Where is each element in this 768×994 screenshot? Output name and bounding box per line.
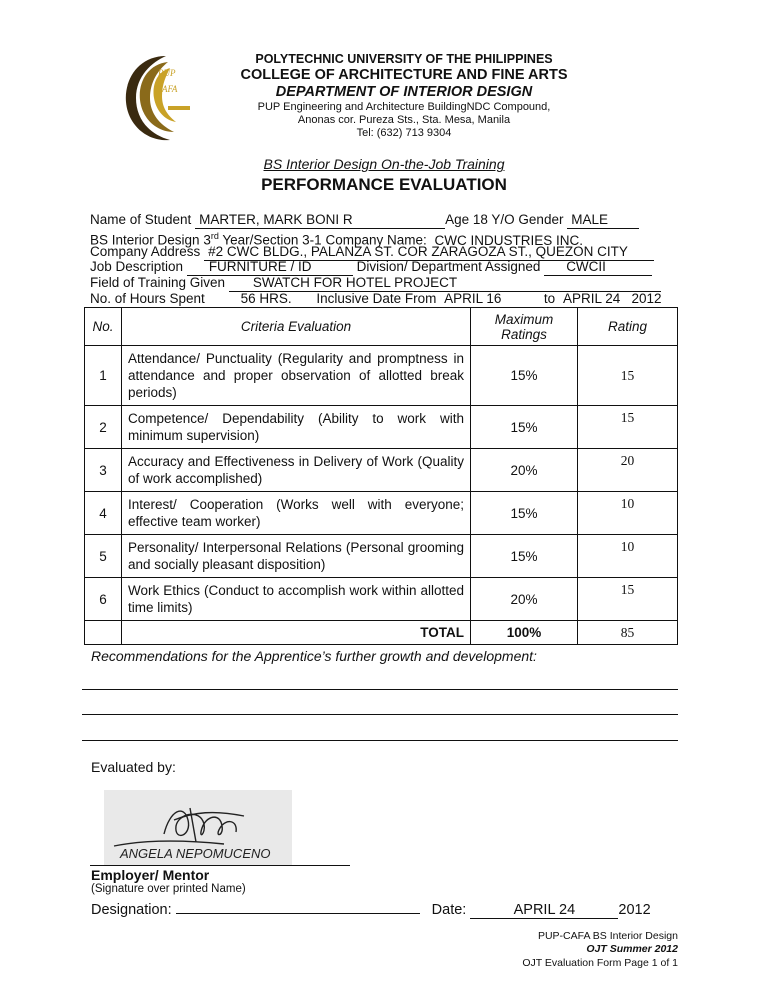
recommendations-label: Recommendations for the Apprentice’s further growth and development:	[91, 648, 537, 664]
address-value: #2 CWC BLDG., PALANZA ST. COR ZARAGOZA ST., QUEZON CITY	[204, 244, 654, 261]
signature-printed-name: ANGELA NEPOMUCENO	[120, 846, 271, 861]
header-rating: Rating	[578, 308, 678, 346]
row-max-rating: 15%	[471, 406, 578, 449]
row-criteria: Competence/ Dependability (Ability to work with minimum supervision)	[122, 406, 471, 449]
table-row	[85, 406, 678, 449]
year-superscript: rd	[210, 231, 219, 241]
department-name: DEPARTMENT OF INTERIOR DESIGN	[275, 84, 533, 100]
telephone: Tel: (632) 713 9304	[356, 127, 452, 139]
age-value: 18 Y/O	[472, 212, 515, 227]
row-max-rating: 15%	[471, 492, 578, 535]
job-value: FURNITURE / ID	[187, 259, 353, 276]
address-line-1: PUP Engineering and Architecture BuildingNDC Compound,	[257, 101, 551, 113]
row-number: 2	[85, 406, 122, 449]
designation-label: Designation:	[91, 902, 172, 918]
date-from-value: APRIL 16	[440, 291, 540, 308]
info-row-job	[90, 259, 652, 276]
info-row-student	[90, 212, 639, 229]
total-max: 100%	[471, 621, 578, 645]
form-subtitle: BS Interior Design On-the-Job Training	[263, 156, 505, 172]
form-title: PERFORMANCE EVALUATION	[261, 175, 507, 194]
row-criteria: Accuracy and Effectiveness in Delivery of Work (Quality of work accomplished)	[122, 449, 471, 492]
row-rating: 20	[578, 449, 678, 492]
row-criteria: Interest/ Cooperation (Works well with everyone; effective team worker)	[122, 492, 471, 535]
table-row	[85, 535, 678, 578]
header-criteria: Criteria Evaluation	[122, 308, 471, 346]
row-rating: 10	[578, 492, 678, 535]
student-value: MARTER, MARK BONI R	[195, 212, 445, 229]
table-row	[85, 346, 678, 406]
address-label: Company Address	[90, 244, 201, 259]
gender-value: MALE	[567, 212, 639, 229]
age-label: Age	[445, 212, 470, 227]
total-rating: 85	[578, 621, 678, 645]
division-value: CWCII	[544, 259, 652, 276]
row-number: 5	[85, 535, 122, 578]
university-name: POLYTECHNIC UNIVERSITY OF THE PHILIPPINES	[255, 52, 553, 66]
company-label: Company Name:	[325, 232, 427, 248]
row-max-rating: 15%	[471, 535, 578, 578]
field-label: Field of Training Given	[90, 275, 226, 290]
date-to-label: to	[543, 291, 556, 306]
date-to-month: APRIL 24	[562, 291, 621, 306]
table-row	[85, 449, 678, 492]
row-rating: 10	[578, 535, 678, 578]
hours-value: 56 HRS.	[209, 291, 313, 308]
row-max-rating: 15%	[471, 346, 578, 406]
total-label: TOTAL	[122, 621, 471, 645]
recommendation-line[interactable]	[82, 714, 678, 715]
recommendation-line[interactable]	[82, 689, 678, 690]
signature-note: (Signature over printed Name)	[91, 883, 246, 895]
signature-line	[90, 865, 350, 866]
college-name: COLLEGE OF ARCHITECTURE AND FINE ARTS	[240, 67, 568, 83]
date-field[interactable]: APRIL 24	[470, 902, 618, 919]
logo-text-pup: PUP	[158, 68, 176, 78]
company-value: CWC INDUSTRIES INC.	[434, 232, 584, 248]
designation-row	[91, 899, 651, 919]
student-label: Name of Student	[90, 212, 192, 227]
gender-label: Gender	[518, 212, 564, 227]
row-number: 1	[85, 346, 122, 406]
footer-line-1: PUP-CAFA BS Interior Design	[537, 930, 678, 942]
year-number: 3	[203, 232, 211, 248]
date-year: 2012	[618, 902, 651, 918]
row-rating: 15	[578, 346, 678, 406]
evaluated-by-label: Evaluated by:	[91, 759, 176, 775]
row-number: 6	[85, 578, 122, 621]
info-row-hours	[90, 291, 663, 308]
row-max-rating: 20%	[471, 578, 578, 621]
footer-line-3: OJT Evaluation Form Page 1 of 1	[522, 957, 678, 969]
date-to-value	[559, 291, 663, 308]
row-rating: 15	[578, 578, 678, 621]
address-line-2: Anonas cor. Pureza Sts., Sta. Mesa, Manila	[297, 114, 511, 126]
date-from-label: Inclusive Date From	[316, 291, 437, 306]
row-max-rating: 20%	[471, 449, 578, 492]
row-criteria: Attendance/ Punctuality (Regularity and promptness in attendance and proper observation of allotted break periods)	[122, 346, 471, 406]
job-label: Job Description	[90, 259, 184, 274]
row-rating: 15	[578, 406, 678, 449]
header-no: No.	[85, 308, 122, 346]
year-section: Year/Section 3-1	[218, 232, 322, 248]
logo-text-cafa: CAFA	[156, 84, 178, 94]
signature-image	[104, 790, 292, 866]
program-label: BS Interior Design	[90, 232, 200, 248]
recommendation-line[interactable]	[82, 740, 678, 741]
field-value: SWATCH FOR HOTEL PROJECT	[229, 275, 661, 292]
division-label: Division/ Department Assigned	[356, 259, 541, 274]
row-number: 4	[85, 492, 122, 535]
row-number: 3	[85, 449, 122, 492]
header-max-ratings: Maximum Ratings	[471, 308, 578, 346]
designation-field[interactable]	[176, 899, 420, 914]
date-to-year: 2012	[631, 291, 662, 306]
table-row	[85, 492, 678, 535]
criteria-table	[84, 307, 678, 645]
total-row	[85, 621, 678, 645]
row-criteria: Personality/ Interpersonal Relations (Personal grooming and socially pleasant disposition)	[122, 535, 471, 578]
table-header-row	[85, 308, 678, 346]
info-row-field	[90, 275, 661, 292]
row-criteria: Work Ethics (Conduct to accomplish work within allotted time limits)	[122, 578, 471, 621]
table-row	[85, 578, 678, 621]
footer-line-2: OJT Summer 2012	[586, 943, 678, 955]
date-label: Date:	[431, 902, 467, 918]
hours-label: No. of Hours Spent	[90, 291, 205, 306]
employer-mentor-label: Employer/ Mentor	[91, 867, 210, 883]
